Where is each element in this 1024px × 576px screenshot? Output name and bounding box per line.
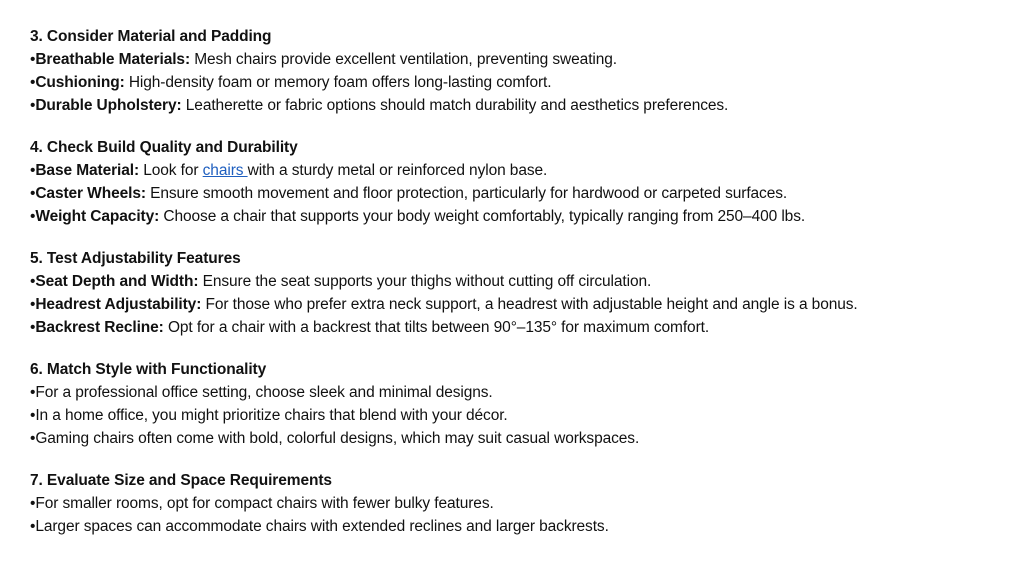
item-label: Backrest Recline: [35,319,164,336]
section-style-functionality [30,358,1010,450]
item-text: High-density foam or memory foam offers long-lasting comfort. [124,74,552,91]
section-title: 3. Consider Material and Padding [30,28,272,45]
list-item: •Breathable Materials: Mesh chairs provide excellent ventilation, preventing sweating. [30,51,617,68]
item-text: Ensure smooth movement and floor protection, particularly for hardwood or carpeted surfaces. [145,185,788,202]
item-text: For those who prefer extra neck support, a headrest with adjustable height and angle is a bonus. [201,296,858,313]
item-label: Headrest Adjustability: [35,296,202,313]
list-item: •Cushioning: High-density foam or memory foam offers long-lasting comfort. [30,74,552,91]
item-text: Gaming chairs often come with bold, colorful designs, which may suit casual workspaces. [35,430,640,447]
list-item: •Caster Wheels: Ensure smooth movement and floor protection, particularly for hardwood or carpeted surfaces. [30,185,788,202]
item-text: For a professional office setting, choose sleek and minimal designs. [35,384,493,401]
list-item: •Backrest Recline: Opt for a chair with a backrest that tilts between 90°–135° for maximum comfort. [30,319,710,336]
item-text: For smaller rooms, opt for compact chairs with fewer bulky features. [35,495,494,512]
item-label: Base Material: [35,162,140,179]
item-text: Larger spaces can accommodate chairs with extended reclines and larger backrests. [35,518,609,535]
section-build-quality [30,136,1010,228]
section-size-space [30,469,1010,538]
list-item: •In a home office, you might prioritize chairs that blend with your décor. [30,407,508,424]
item-text: Choose a chair that supports your body weight comfortably, typically ranging from 250–400 lbs. [159,208,806,225]
item-label: Seat Depth and Width: [35,273,199,290]
item-label: Caster Wheels: [35,185,146,202]
item-text: In a home office, you might prioritize chairs that blend with your décor. [35,407,508,424]
item-text: Mesh chairs provide excellent ventilation, preventing sweating. [190,51,617,68]
item-text: with a sturdy metal or reinforced nylon base. [247,162,548,179]
item-label: Durable Upholstery: [35,97,182,114]
item-text: Opt for a chair with a backrest that tilts between 90°–135° for maximum comfort. [163,319,710,336]
item-text: Ensure the seat supports your thighs without cutting off circulation. [198,273,652,290]
section-adjustability [30,247,1010,339]
section-title: 6. Match Style with Functionality [30,361,267,378]
list-item: •For smaller rooms, opt for compact chairs with fewer bulky features. [30,495,494,512]
item-label: Cushioning: [35,74,125,91]
section-material-padding [30,25,1010,117]
chairs-link[interactable]: chairs [202,162,248,179]
item-label: Weight Capacity: [35,208,160,225]
list-item: •Seat Depth and Width: Ensure the seat supports your thighs without cutting off circulation. [30,273,652,290]
list-item: •Weight Capacity: Choose a chair that supports your body weight comfortably, typically ranging from 250–400 lbs. [30,208,806,225]
list-item: •Larger spaces can accommodate chairs with extended reclines and larger backrests. [30,518,609,535]
list-item: •Base Material: Look for chairs with a sturdy metal or reinforced nylon base. [30,162,548,179]
document-content [30,25,1010,557]
list-item: •Durable Upholstery: Leatherette or fabric options should match durability and aesthetics preferences. [30,97,729,114]
item-text: Leatherette or fabric options should match durability and aesthetics preferences. [181,97,729,114]
item-text: Look for [139,162,203,179]
list-item: •Gaming chairs often come with bold, colorful designs, which may suit casual workspaces. [30,430,640,447]
item-label: Breathable Materials: [35,51,191,68]
list-item: •For a professional office setting, choose sleek and minimal designs. [30,384,493,401]
section-title: 7. Evaluate Size and Space Requirements [30,472,332,489]
section-title: 4. Check Build Quality and Durability [30,139,298,156]
section-title: 5. Test Adjustability Features [30,250,241,267]
list-item: •Headrest Adjustability: For those who prefer extra neck support, a headrest with adjustable height and angle is a bonus. [30,296,858,313]
